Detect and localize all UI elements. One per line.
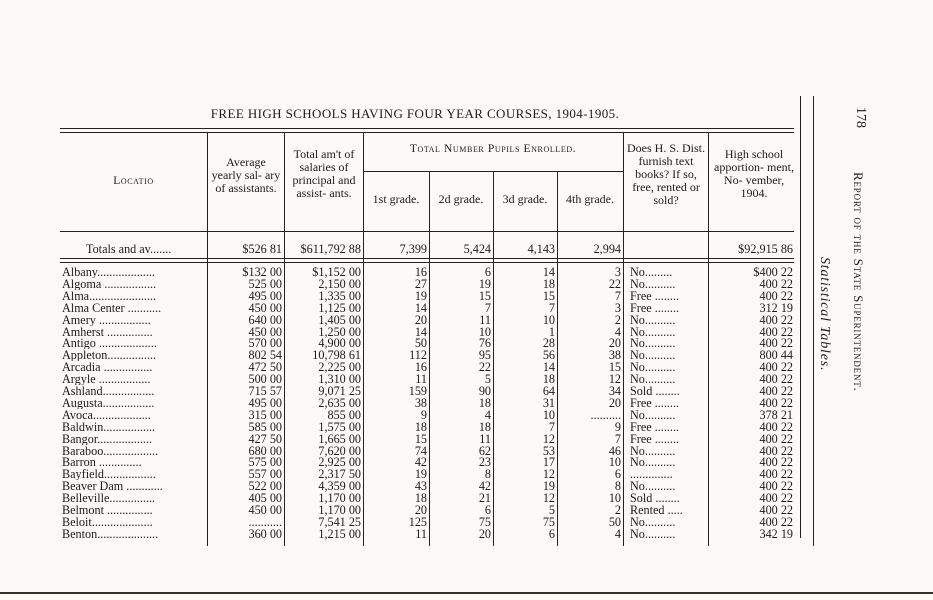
apportionment-cell: 400 22 <box>759 277 793 290</box>
apportionment-cell: 400 22 <box>759 373 793 386</box>
grade1-cell: 20 <box>414 313 427 326</box>
totals-label: Totals and av....... <box>86 242 172 256</box>
textbooks-cell: .............. <box>630 468 673 481</box>
total-salaries-cell: 2,150 00 <box>318 277 361 290</box>
textbooks-cell: No......... <box>630 266 673 278</box>
total-salaries-cell: 2,925 00 <box>318 456 361 469</box>
avg-salary-cell: 427 50 <box>248 432 282 445</box>
grade4-cell: 2 <box>614 313 621 326</box>
avg-salary-cell: 680 00 <box>248 444 282 457</box>
grade3-cell: 53 <box>542 444 555 457</box>
page-bottom-edge <box>0 592 933 594</box>
totals-avg-salary: $526 81 <box>242 242 282 256</box>
location-cell: Baldwin................. <box>62 420 156 433</box>
total-salaries-cell: 7,620 00 <box>318 444 361 457</box>
grade3-cell: 7 <box>548 301 555 314</box>
grade2-cell: 75 <box>478 515 491 528</box>
grade1-cell: 16 <box>414 266 427 278</box>
location-cell: Belmont ............... <box>62 504 153 516</box>
grade4-cell: 38 <box>608 349 621 362</box>
grade3-cell: 19 <box>542 480 555 493</box>
location-cell: Appleton................ <box>62 349 157 362</box>
apportionment-cell: 400 22 <box>759 289 793 302</box>
total-salaries-cell: 10,798 61 <box>312 349 361 362</box>
total-salaries-cell: 2,225 00 <box>318 361 361 374</box>
grade3-cell: 64 <box>542 385 555 397</box>
grade1-cell: 42 <box>414 456 427 469</box>
apportionment-cell: 400 22 <box>759 420 793 433</box>
location-cell: Beloit.................... <box>62 515 153 528</box>
avg-salary-cell: 500 00 <box>248 373 282 386</box>
grade2-cell: 10 <box>478 325 491 338</box>
grade4-cell: 10 <box>608 492 621 505</box>
header-top-rule <box>60 128 794 129</box>
grade1-cell: 50 <box>414 337 427 350</box>
total-salaries-cell: 1,170 00 <box>318 504 361 516</box>
avg-salary-cell: 715 57 <box>248 385 282 397</box>
grade4-cell: 6 <box>614 468 621 481</box>
grade3-cell: 12 <box>542 468 555 481</box>
apportionment-cell: 400 22 <box>759 361 793 374</box>
col-sep-7 <box>623 132 624 546</box>
grade1-cell: 27 <box>414 277 427 290</box>
total-salaries-cell: 4,900 00 <box>318 337 361 350</box>
avg-salary-cell: 472 50 <box>248 361 282 374</box>
total-salaries-cell: 2,635 00 <box>318 396 361 409</box>
header-grade4: 4th grade. <box>566 192 614 206</box>
avg-salary-cell: 495 00 <box>248 396 282 409</box>
header-grade1: 1st grade. <box>372 192 420 206</box>
avg-salary-cell: 522 00 <box>248 480 282 493</box>
grade4-cell: 15 <box>608 361 621 374</box>
grade2-cell: 62 <box>478 444 491 457</box>
header-total-salaries: Total am't of salaries of principal and assist- ants. <box>292 147 356 200</box>
apportionment-cell: 400 22 <box>759 515 793 528</box>
total-salaries-cell: 1,405 00 <box>318 313 361 326</box>
grade3-cell: 31 <box>542 396 555 409</box>
grade1-cell: 18 <box>414 420 427 433</box>
grade3-cell: 18 <box>542 373 555 386</box>
total-salaries-cell: 1,575 00 <box>318 420 361 433</box>
grade2-cell: 76 <box>478 337 491 350</box>
grade2-cell: 7 <box>484 301 491 314</box>
grade2-cell: 22 <box>478 361 491 374</box>
total-salaries-cell: 4,359 00 <box>318 480 361 493</box>
grade3-cell: 5 <box>548 504 555 516</box>
location-cell: Alma Center ........... <box>62 301 162 314</box>
apportionment-cell: 400 22 <box>759 396 793 409</box>
grade4-cell: 22 <box>608 277 621 290</box>
grade2-cell: 11 <box>479 432 491 445</box>
avg-salary-cell: 525 00 <box>248 277 282 290</box>
grade4-cell: 2 <box>614 504 621 516</box>
total-salaries-cell: 1,170 00 <box>318 492 361 505</box>
header-enrolled-group: Total Number Pupils Enrolled. <box>409 143 577 155</box>
grade4-cell: 46 <box>608 444 621 457</box>
grade3-cell: 17 <box>542 456 555 469</box>
location-cell: Albany................... <box>62 266 155 278</box>
avg-salary-cell: 802 54 <box>248 349 282 362</box>
textbooks-cell: No.......... <box>630 325 676 338</box>
textbooks-cell: No.......... <box>630 456 676 469</box>
total-salaries-cell: 1,665 00 <box>318 432 361 445</box>
total-salaries-cell: 1,215 00 <box>318 527 361 540</box>
location-cell: Augusta................. <box>62 396 155 409</box>
grade1-cell: 14 <box>414 301 427 314</box>
avg-salary-cell: 575 00 <box>248 456 282 469</box>
grade3-cell: 75 <box>542 515 555 528</box>
totals-apportionment: $92,915 86 <box>738 242 793 256</box>
grade2-cell: 18 <box>478 396 491 409</box>
grade1-cell: 11 <box>415 527 427 540</box>
apportionment-cell: 378 21 <box>759 408 793 421</box>
avg-salary-cell: 570 00 <box>248 337 282 350</box>
totals-bottom-rule <box>60 262 794 263</box>
textbooks-cell: Free ........ <box>630 396 680 409</box>
grade4-cell: 12 <box>608 373 621 386</box>
apportionment-cell: 400 22 <box>759 468 793 481</box>
grade4-cell: 4 <box>614 527 621 540</box>
grade2-cell: 18 <box>478 420 491 433</box>
page-title: FREE HIGH SCHOOLS HAVING FOUR YEAR COURSES, 1904-1905. <box>210 106 620 121</box>
header-location: Locatio <box>113 175 154 187</box>
location-cell: Ashland................. <box>62 385 155 397</box>
total-salaries-cell: 9,071 25 <box>318 385 361 397</box>
avg-salary-cell: 450 00 <box>248 301 282 314</box>
location-cell: Amery ................. <box>62 313 151 326</box>
avg-salary-cell: 585 00 <box>248 420 282 433</box>
grade4-cell: 3 <box>614 301 621 314</box>
avg-salary-cell: ........... <box>248 515 282 528</box>
right-rule <box>800 96 801 538</box>
grade1-cell: 15 <box>414 432 427 445</box>
grade4-cell: 7 <box>614 289 621 302</box>
total-salaries-cell: 7,541 25 <box>318 515 361 528</box>
location-cell: Argyle ................. <box>62 373 151 386</box>
apportionment-cell: 400 22 <box>759 313 793 326</box>
grade2-cell: 90 <box>478 385 491 397</box>
grade4-cell: 20 <box>608 337 621 350</box>
apportionment-cell: 342 19 <box>759 527 793 540</box>
apportionment-cell: 800 44 <box>759 349 793 362</box>
grade3-cell: 15 <box>542 289 555 302</box>
apportionment-cell: 400 22 <box>759 492 793 505</box>
grade1-cell: 9 <box>420 408 427 421</box>
avg-salary-cell: 450 00 <box>248 325 282 338</box>
grade4-cell: 10 <box>608 456 621 469</box>
grade3-cell: 14 <box>542 266 555 278</box>
textbooks-cell: No.......... <box>630 277 676 290</box>
grade2-cell: 6 <box>484 504 491 516</box>
grade3-cell: 28 <box>542 337 555 350</box>
grade1-cell: 159 <box>408 385 427 397</box>
grade3-cell: 7 <box>548 420 555 433</box>
grade2-cell: 21 <box>478 492 491 505</box>
header-apportionment: High school apportion- ment, No- vember, 1904. <box>714 147 794 200</box>
location-cell: Belleville............... <box>62 492 156 505</box>
apportionment-cell: 400 22 <box>759 444 793 457</box>
avg-salary-cell: 450 00 <box>248 504 282 516</box>
location-cell: Benton.................... <box>62 527 159 540</box>
textbooks-cell: Rented ..... <box>630 504 683 516</box>
header-bottom-rule <box>60 231 794 232</box>
avg-salary-cell: 315 00 <box>248 408 282 421</box>
grade4-cell: .......... <box>590 408 621 421</box>
location-cell: Avoca................... <box>62 408 151 421</box>
apportionment-cell: 400 22 <box>759 385 793 397</box>
textbooks-cell: No.......... <box>630 337 676 350</box>
side-title: Statistical Tables. <box>817 257 832 372</box>
avg-salary-cell: 360 00 <box>248 527 282 540</box>
grade1-cell: 16 <box>414 361 427 374</box>
total-salaries-cell: 2,317 50 <box>318 468 361 481</box>
total-salaries-cell: 855 00 <box>327 408 361 421</box>
grade1-cell: 112 <box>409 349 427 362</box>
textbooks-cell: No.......... <box>630 444 676 457</box>
location-cell: Bayfield................. <box>62 468 156 481</box>
grade4-cell: 4 <box>614 325 621 338</box>
totals-total-salaries: $611,792 88 <box>300 242 361 256</box>
location-cell: Amherst ............... <box>62 325 153 338</box>
header-grade2: 2d grade. <box>438 192 484 206</box>
grade2-cell: 15 <box>478 289 491 302</box>
apportionment-cell: 312 19 <box>759 301 793 314</box>
apportionment-cell: 400 22 <box>759 325 793 338</box>
textbooks-cell: No.......... <box>630 408 676 421</box>
grade4-cell: 7 <box>614 432 621 445</box>
avg-salary-cell: 557 00 <box>248 468 282 481</box>
avg-salary-cell: 405 00 <box>248 492 282 505</box>
grade3-cell: 14 <box>542 361 555 374</box>
totals-grade4: 2,994 <box>593 242 621 256</box>
grade1-cell: 18 <box>414 492 427 505</box>
grade3-cell: 18 <box>542 277 555 290</box>
total-salaries-cell: 1,125 00 <box>318 301 361 314</box>
grade2-cell: 23 <box>478 456 491 469</box>
grade2-cell: 95 <box>478 349 491 362</box>
location-cell: Algoma ................. <box>62 277 157 290</box>
grade3-cell: 10 <box>542 313 555 326</box>
textbooks-cell: Free ........ <box>630 432 680 445</box>
grade1-cell: 11 <box>415 373 427 386</box>
totals-grade1: 7,399 <box>399 242 427 256</box>
grade4-cell: 9 <box>614 420 621 433</box>
textbooks-cell: No.......... <box>630 515 676 528</box>
apportionment-cell: 400 22 <box>759 337 793 350</box>
header-avg-salary: Average yearly sal- ary of assistants. <box>211 155 281 195</box>
grade1-cell: 38 <box>414 396 427 409</box>
avg-salary-cell: 640 00 <box>248 313 282 326</box>
apportionment-cell: $400 22 <box>753 266 793 278</box>
totals-grade3: 4,143 <box>527 242 555 256</box>
grade1-cell: 125 <box>408 515 427 528</box>
grade3-cell: 12 <box>542 432 555 445</box>
grade1-cell: 20 <box>414 504 427 516</box>
grade1-cell: 19 <box>414 289 427 302</box>
textbooks-cell: Sold ........ <box>630 492 680 505</box>
grade1-cell: 43 <box>414 480 427 493</box>
textbooks-cell: Free ........ <box>630 289 680 302</box>
location-cell: Alma...................... <box>62 289 157 302</box>
grade4-cell: 34 <box>608 385 621 397</box>
total-salaries-cell: $1,152 00 <box>312 266 361 278</box>
grade3-cell: 10 <box>542 408 555 421</box>
right-rule-outer <box>813 96 814 546</box>
grade2-cell: 4 <box>484 408 491 421</box>
grade2-cell: 11 <box>479 313 491 326</box>
grade3-cell: 12 <box>542 492 555 505</box>
apportionment-cell: 400 22 <box>759 504 793 516</box>
grade2-cell: 8 <box>484 468 491 481</box>
location-cell: Barron .............. <box>62 456 142 469</box>
grade4-cell: 3 <box>614 266 621 278</box>
grade2-cell: 5 <box>484 373 491 386</box>
textbooks-cell: No.......... <box>630 349 676 362</box>
grade3-cell: 56 <box>542 349 555 362</box>
apportionment-cell: 400 22 <box>759 480 793 493</box>
page-number: 178 <box>853 107 868 128</box>
location-cell: Antigo ................... <box>62 337 157 350</box>
total-salaries-cell: 1,250 00 <box>318 325 361 338</box>
apportionment-cell: 400 22 <box>759 432 793 445</box>
textbooks-cell: Free ........ <box>630 301 680 314</box>
running-head: Report of the State Superintendent. <box>851 172 866 392</box>
grade2-cell: 20 <box>478 527 491 540</box>
grade3-cell: 1 <box>548 325 555 338</box>
location-cell: Arcadia ................ <box>62 361 153 374</box>
avg-salary-cell: 495 00 <box>248 289 282 302</box>
textbooks-cell: No.......... <box>630 361 676 374</box>
avg-salary-cell: $132 00 <box>242 266 282 278</box>
header-textbooks: Does H. S. Dist. furnish text books? If so, free, rented or sold? <box>626 141 705 207</box>
header-grade3: 3d grade. <box>502 192 548 206</box>
grade4-cell: 50 <box>608 515 621 528</box>
grade2-cell: 42 <box>478 480 491 493</box>
grade2-cell: 6 <box>484 266 491 278</box>
total-salaries-cell: 1,335 00 <box>318 289 361 302</box>
textbooks-cell: No.......... <box>630 313 676 326</box>
textbooks-cell: No.......... <box>630 527 676 540</box>
grade4-cell: 20 <box>608 396 621 409</box>
totals-top-rule <box>60 258 794 259</box>
grade1-cell: 19 <box>414 468 427 481</box>
textbooks-cell: Free ........ <box>630 420 680 433</box>
grade3-cell: 6 <box>548 527 555 540</box>
textbooks-cell: No.......... <box>630 480 676 493</box>
header-top-rule-2 <box>60 132 794 133</box>
grade2-cell: 19 <box>478 277 491 290</box>
total-salaries-cell: 1,310 00 <box>318 373 361 386</box>
location-cell: Baraboo.................. <box>62 444 159 457</box>
grade1-cell: 74 <box>414 444 427 457</box>
textbooks-cell: No.......... <box>630 373 676 386</box>
grade1-cell: 14 <box>414 325 427 338</box>
totals-grade2: 5,424 <box>463 242 491 256</box>
grade4-cell: 8 <box>614 480 621 493</box>
apportionment-cell: 400 22 <box>759 456 793 469</box>
textbooks-cell: Sold ........ <box>630 385 680 397</box>
location-cell: Bangor.................. <box>62 432 153 445</box>
location-cell: Beaver Dam ............ <box>62 480 163 493</box>
